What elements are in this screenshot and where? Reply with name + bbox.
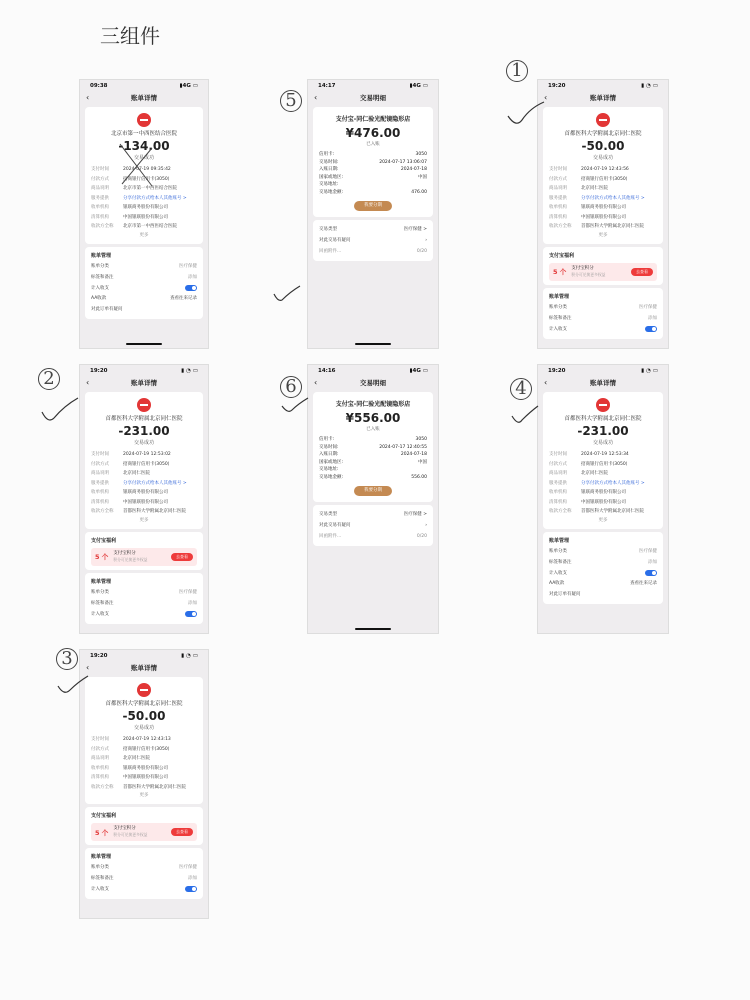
nav-bar xyxy=(308,377,438,389)
value: 中国银联股份有限公司 xyxy=(123,775,168,780)
value: 医疗保健 xyxy=(179,865,197,870)
label: 服务提供 xyxy=(91,195,109,201)
clock: 19:20 xyxy=(90,653,108,659)
signal-icon: ▮4G ▭ xyxy=(409,368,428,374)
amount: ¥476.00 xyxy=(345,126,401,140)
clock: 14:16 xyxy=(318,368,336,374)
value: 首都医科大学附属北京同仁医院 xyxy=(581,224,644,229)
label: 商品说明 xyxy=(91,471,109,476)
aa-link[interactable]: AA收款 xyxy=(91,295,107,301)
points-promo xyxy=(91,823,197,841)
label: 国家或地区: xyxy=(319,459,344,465)
label: 收单机构 xyxy=(549,490,567,495)
status: 交易成功 xyxy=(592,440,613,446)
share-link[interactable]: 分享付款方式给本人其他账号 > xyxy=(123,195,187,201)
promo-text: 支付宝积分 xyxy=(571,265,594,271)
promo-card xyxy=(85,807,203,845)
label: 计入收支 xyxy=(91,611,109,617)
label: 标签和备注 xyxy=(91,600,114,606)
status-bar xyxy=(80,365,208,377)
section-title: 支付宝福利 xyxy=(91,813,117,819)
check-mark xyxy=(56,674,90,698)
label: 收款方全称 xyxy=(91,224,114,229)
check-mark xyxy=(510,404,540,428)
label: 清算机构 xyxy=(91,214,109,220)
bill-screenshot-4 xyxy=(538,365,668,633)
value: 医疗保健 xyxy=(179,263,197,269)
nav-bar xyxy=(80,662,208,674)
tag-row[interactable] xyxy=(91,272,197,283)
label: 服务提供 xyxy=(549,195,567,201)
points-promo xyxy=(91,548,197,566)
value: 2024-07-19 12:43:13 xyxy=(123,737,171,742)
more-link[interactable]: 更多 xyxy=(139,517,149,523)
value: 中国 xyxy=(418,459,427,465)
tx-screenshot-2 xyxy=(308,365,438,633)
label: 标签和备注 xyxy=(549,315,572,321)
history-link[interactable]: 查看往来记录 xyxy=(170,295,197,301)
value: 首都医科大学附属北京同仁医院 xyxy=(581,509,644,514)
label: 交易类型 xyxy=(319,512,337,517)
signal-icon: ▮ ◔ ▭ xyxy=(181,368,198,374)
budget-toggle[interactable] xyxy=(645,570,657,576)
value: 北京同仁医院 xyxy=(123,471,150,476)
value: 北京同仁医院 xyxy=(123,756,150,761)
label: 付款方式 xyxy=(549,461,567,467)
clock: 19:20 xyxy=(548,368,566,374)
label: 交易地金额: xyxy=(319,189,344,195)
budget-row xyxy=(91,609,197,620)
label: 交易地址: xyxy=(319,467,339,472)
bill-screenshot-2 xyxy=(538,80,668,348)
question-row[interactable] xyxy=(91,304,197,315)
home-indicator xyxy=(355,628,391,630)
amount: -231.00 xyxy=(118,424,170,438)
value: 添加 xyxy=(188,876,197,881)
value: 招商银行信用卡(3050) xyxy=(581,176,628,182)
nav-bar xyxy=(538,92,668,104)
label: 入账日期: xyxy=(319,167,339,172)
promo-button[interactable]: 去查看 xyxy=(631,268,653,276)
bill-card xyxy=(85,392,203,529)
label: 交易类型 xyxy=(319,227,337,232)
value: 北京市第一中西医结合医院 xyxy=(123,186,177,191)
budget-toggle[interactable] xyxy=(185,886,197,892)
section-title: 账单管理 xyxy=(549,293,570,300)
type-row[interactable] xyxy=(319,224,427,235)
budget-row xyxy=(91,283,197,294)
label: 交易时间: xyxy=(319,159,339,165)
status: 交易成功 xyxy=(133,155,154,161)
value: 2024-07-19 09:35:42 xyxy=(123,167,171,172)
merchant-logo-icon xyxy=(596,398,610,412)
nav-bar xyxy=(538,377,668,389)
promo-text: 支付宝积分 xyxy=(113,550,136,556)
installment-button[interactable]: 我要分期 xyxy=(354,201,392,211)
value: 2024-07-19 12:43:56 xyxy=(581,167,629,172)
note-input[interactable] xyxy=(319,531,427,542)
clock: 19:20 xyxy=(548,83,566,89)
value: 添加 xyxy=(188,600,197,606)
label: 支付时间 xyxy=(549,452,567,457)
label: 商品说明 xyxy=(549,471,567,476)
bill-management-card xyxy=(85,848,203,899)
status: 已入账 xyxy=(366,427,380,432)
promo-sub: 积分可兑换更多权益 xyxy=(571,271,606,277)
nav-bar xyxy=(308,92,438,104)
label: 收单机构 xyxy=(549,205,567,210)
merchant-name: 支付宝-同仁验光配镜隐形店 xyxy=(335,116,411,123)
handwritten-title: 三组件 xyxy=(100,24,160,48)
question-row[interactable] xyxy=(549,589,657,600)
label: 服务提供 xyxy=(549,480,567,486)
bill-screenshot-3 xyxy=(80,365,208,633)
home-indicator xyxy=(126,343,162,345)
clock: 09:38 xyxy=(90,83,108,89)
amount: -134.00 xyxy=(118,139,170,153)
label: 支付时间 xyxy=(91,452,109,457)
back-icon[interactable]: ‹ xyxy=(86,378,90,387)
share-link[interactable]: 分享付款方式给本人其他账号 > xyxy=(581,480,645,486)
label: 账单分类 xyxy=(91,589,109,595)
page-title: 账单详情 xyxy=(131,664,157,672)
category-row[interactable] xyxy=(549,302,657,313)
value: 医疗保健 > xyxy=(403,512,427,517)
amount: -50.00 xyxy=(122,709,166,723)
check-mark xyxy=(272,284,302,304)
label: 标签和备注 xyxy=(91,274,114,280)
points-count: 5 个 xyxy=(95,828,109,837)
clock: 14:17 xyxy=(318,83,336,89)
nav-bar xyxy=(80,377,208,389)
tx-options-card xyxy=(313,220,433,261)
section-title: 支付宝福利 xyxy=(91,537,117,544)
label: 收款方全称 xyxy=(91,509,114,514)
signal-icon: ▮ ◔ ▭ xyxy=(641,83,658,89)
counter: 0/20 xyxy=(416,249,427,254)
status-bar xyxy=(538,365,668,377)
annotation-4: 4 xyxy=(510,378,532,400)
promo-text: 支付宝积分 xyxy=(113,826,136,831)
value: 医疗保健 xyxy=(639,548,657,554)
tag-row[interactable] xyxy=(91,873,197,884)
label: 商品说明 xyxy=(549,186,567,191)
status-bar xyxy=(308,365,438,377)
more-link[interactable]: 更多 xyxy=(139,793,149,798)
label: 清算机构 xyxy=(91,499,109,505)
value: 医疗保健 > xyxy=(403,227,427,232)
signal-icon: ▮ ◔ ▭ xyxy=(641,368,658,374)
label: 标签和备注 xyxy=(549,559,572,565)
page-title: 账单详情 xyxy=(590,379,616,387)
label: 计入收支 xyxy=(549,570,567,576)
type-row[interactable] xyxy=(319,509,427,520)
section-title: 账单管理 xyxy=(91,854,112,860)
bill-card xyxy=(543,107,663,244)
page-title: 交易明细 xyxy=(360,379,386,387)
back-icon[interactable]: ‹ xyxy=(86,93,90,102)
status: 交易成功 xyxy=(133,440,154,446)
value: 银联商务股份有限公司 xyxy=(123,490,168,495)
tx-card xyxy=(313,107,433,217)
budget-toggle[interactable] xyxy=(645,326,657,332)
label: 支付时间 xyxy=(91,167,109,172)
back-icon[interactable]: ‹ xyxy=(544,93,548,102)
signal-icon: ▮4G ▭ xyxy=(179,83,198,89)
merchant-logo-icon xyxy=(596,113,610,127)
bill-management-card xyxy=(85,247,203,319)
page-title: 账单详情 xyxy=(590,94,616,102)
label: 清算机构 xyxy=(549,499,567,505)
tx-card xyxy=(313,392,433,502)
label: 付款方式 xyxy=(91,461,109,467)
placeholder: 回函附件... xyxy=(319,534,342,539)
value: 北京市第一中西医结合医院 xyxy=(123,224,177,229)
budget-row xyxy=(91,884,197,895)
merchant-logo-icon xyxy=(137,398,151,412)
label: 对此交易有疑问 xyxy=(319,523,351,528)
label: 收款方全称 xyxy=(549,509,572,514)
merchant-name: 首都医科大学附属北京同仁医院 xyxy=(105,416,183,422)
installment-button[interactable]: 我要分期 xyxy=(354,486,392,496)
counter: 0/20 xyxy=(416,534,427,539)
label: 对此交易有疑问 xyxy=(319,238,351,243)
label: 商品说明 xyxy=(91,756,109,761)
value: 2024-07-19 12:53:02 xyxy=(123,452,171,457)
clock: 19:20 xyxy=(90,368,108,374)
merchant-logo-icon xyxy=(137,113,151,127)
question-row[interactable]: 对此交易有疑问 › xyxy=(319,520,427,531)
bill-screenshot-1 xyxy=(80,80,208,348)
label: 对此订单有疑问 xyxy=(549,591,581,597)
back-icon[interactable]: ‹ xyxy=(86,663,90,672)
value: 2024-07-18 xyxy=(400,452,427,457)
action-links xyxy=(91,294,197,304)
status-bar xyxy=(80,80,208,92)
value: 中国 xyxy=(418,174,427,180)
category-row[interactable] xyxy=(91,587,197,598)
check-mark xyxy=(506,100,546,130)
budget-toggle[interactable] xyxy=(185,285,197,291)
section-title: 账单管理 xyxy=(91,578,112,585)
promo-button[interactable]: 去查看 xyxy=(171,828,193,836)
label: 账单分类 xyxy=(91,263,109,269)
category-row[interactable] xyxy=(549,546,657,557)
value: 招商银行信用卡(3050) xyxy=(123,461,170,467)
placeholder: 回函附件... xyxy=(319,249,342,254)
label: 付款方式 xyxy=(549,176,567,182)
value: 首都医科大学附属北京同仁医院 xyxy=(123,509,186,514)
status-bar xyxy=(538,80,668,92)
section-title: 账单管理 xyxy=(91,252,112,259)
value: 银联商务股份有限公司 xyxy=(123,765,168,771)
value: 招商银行信用卡(3050) xyxy=(123,746,170,752)
bill-screenshot-5 xyxy=(80,650,208,918)
value: 476.00 xyxy=(411,189,427,195)
status-bar xyxy=(308,80,438,92)
status-bar xyxy=(80,650,208,662)
label: 支付时间 xyxy=(549,167,567,172)
label: 对此订单有疑问 xyxy=(91,306,123,312)
signal-icon: ▮ ◔ ▭ xyxy=(181,653,198,659)
promo-sub: 积分可兑换更多权益 xyxy=(113,556,148,562)
value: 3050 xyxy=(415,437,427,442)
points-count: 5 个 xyxy=(95,553,109,561)
nav-bar xyxy=(80,92,208,104)
label: 支付时间 xyxy=(91,737,109,742)
bill-card xyxy=(85,677,203,804)
question-row[interactable]: 对此交易有疑问 › xyxy=(319,235,427,246)
label: 收单机构 xyxy=(91,490,109,495)
label: 信用卡: xyxy=(319,152,335,157)
value: 招商银行信用卡(3050) xyxy=(581,461,628,467)
signal-icon: ▮4G ▭ xyxy=(409,83,428,89)
check-mark xyxy=(40,396,80,426)
value: 2024-07-17 13:06:07 xyxy=(379,159,427,165)
back-icon[interactable]: ‹ xyxy=(544,378,548,387)
annotation-6: 6 xyxy=(280,376,302,398)
label: 收款方全称 xyxy=(549,224,572,229)
amount: -231.00 xyxy=(577,424,629,438)
merchant-name: 首都医科大学附属北京同仁医院 xyxy=(105,701,183,707)
value: 银联商务股份有限公司 xyxy=(581,205,626,210)
budget-toggle[interactable] xyxy=(185,611,197,617)
back-icon[interactable]: ‹ xyxy=(314,378,318,387)
label: 清算机构 xyxy=(91,775,109,780)
label: 信用卡: xyxy=(319,437,335,442)
value: 北京同仁医院 xyxy=(581,471,608,476)
points-promo xyxy=(549,263,657,281)
tag-row[interactable] xyxy=(91,598,197,609)
value: 银联商务股份有限公司 xyxy=(123,205,168,210)
category-row[interactable] xyxy=(91,261,197,272)
label: 付款方式 xyxy=(91,746,109,752)
merchant-name: 首都医科大学附属北京同仁医院 xyxy=(564,416,642,422)
annotation-3: 3 xyxy=(56,648,78,670)
label: 入账日期: xyxy=(319,452,339,457)
budget-row xyxy=(549,324,657,335)
label: 付款方式 xyxy=(91,176,109,182)
note-input[interactable] xyxy=(319,246,427,257)
value: 银联商务股份有限公司 xyxy=(581,490,626,495)
value: 3050 xyxy=(415,152,427,157)
value: 首都医科大学附属北京同仁医院 xyxy=(123,784,186,790)
label: 账单分类 xyxy=(91,865,109,870)
value: 中国银联股份有限公司 xyxy=(581,499,626,505)
share-link[interactable]: 分享付款方式给本人其他账号 > xyxy=(581,195,645,201)
action-links xyxy=(549,579,657,589)
amount: ¥556.00 xyxy=(345,411,401,425)
budget-row xyxy=(549,568,657,579)
label: 服务提供 xyxy=(91,480,109,486)
value: 2024-07-17 12:40:55 xyxy=(379,444,427,450)
check-mark xyxy=(280,396,310,416)
label: 收单机构 xyxy=(91,205,109,210)
merchant-name: 北京市第一中西医结合医院 xyxy=(110,131,177,137)
label: 计入收支 xyxy=(91,285,109,291)
bill-management-card xyxy=(543,532,663,604)
tx-screenshot-1 xyxy=(308,80,438,348)
page-title: 交易明细 xyxy=(360,94,386,102)
amount: -50.00 xyxy=(581,139,625,153)
more-link[interactable]: 更多 xyxy=(598,232,608,238)
label: 国家或地区: xyxy=(319,174,344,180)
tag-row[interactable] xyxy=(549,557,657,568)
value: 中国银联股份有限公司 xyxy=(123,499,168,505)
bill-management-card xyxy=(85,573,203,624)
label: 账单分类 xyxy=(549,304,567,310)
promo-button[interactable]: 去查看 xyxy=(171,553,193,561)
aa-link[interactable]: AA收款 xyxy=(549,580,565,586)
annotation-1: 1 xyxy=(506,60,528,82)
label: 清算机构 xyxy=(549,214,567,220)
status: 交易成功 xyxy=(133,725,154,731)
label: 交易时间: xyxy=(319,444,339,450)
label: 交易地址: xyxy=(319,182,339,187)
value: 招商银行信用卡(3050) xyxy=(123,176,170,182)
value: 添加 xyxy=(648,315,657,321)
back-icon[interactable]: ‹ xyxy=(314,93,318,102)
share-link[interactable]: 分享付款方式给本人其他账号 > xyxy=(123,480,187,486)
merchant-name: 支付宝-同仁验光配镜隐形店 xyxy=(335,401,411,408)
label: 标签和备注 xyxy=(91,876,114,881)
label: 交易地金额: xyxy=(319,474,344,480)
label: 账单分类 xyxy=(549,548,567,554)
tx-options-card xyxy=(313,505,433,546)
value: 中国银联股份有限公司 xyxy=(123,214,168,220)
promo-card xyxy=(543,247,663,285)
value: 556.00 xyxy=(411,474,427,480)
value: 北京同仁医院 xyxy=(581,186,608,191)
more-link[interactable]: 更多 xyxy=(598,517,608,523)
status: 已入账 xyxy=(366,142,380,147)
category-row[interactable] xyxy=(91,862,197,873)
value: 添加 xyxy=(648,559,657,565)
page-title: 账单详情 xyxy=(131,94,157,102)
status: 交易成功 xyxy=(592,155,613,161)
value: 添加 xyxy=(188,274,197,280)
label: 收款方全称 xyxy=(91,784,114,790)
bill-management-card xyxy=(543,288,663,339)
value: 2024-07-18 xyxy=(400,167,427,172)
history-link[interactable]: 查看往来记录 xyxy=(630,580,657,586)
home-indicator xyxy=(355,343,391,345)
label: 计入收支 xyxy=(91,887,109,892)
annotation-2: 2 xyxy=(38,368,60,390)
promo-card xyxy=(85,532,203,570)
label: 收单机构 xyxy=(91,765,109,771)
label: 商品说明 xyxy=(91,186,109,191)
tag-row[interactable] xyxy=(549,313,657,324)
merchant-name: 首都医科大学附属北京同仁医院 xyxy=(564,131,642,137)
bill-card xyxy=(543,392,663,529)
annotation-5: 5 xyxy=(280,90,302,112)
cross-mark xyxy=(116,140,156,190)
label: 计入收支 xyxy=(549,326,567,332)
value: 中国银联股份有限公司 xyxy=(581,214,626,220)
page-title: 账单详情 xyxy=(131,379,157,387)
points-count: 5 个 xyxy=(553,268,567,276)
more-link[interactable]: 更多 xyxy=(139,232,149,238)
value: 2024-07-19 12:53:34 xyxy=(581,452,629,457)
value: 医疗保健 xyxy=(179,589,197,595)
section-title: 支付宝福利 xyxy=(549,252,575,259)
value: 医疗保健 xyxy=(639,304,657,310)
promo-sub: 积分可兑换更多权益 xyxy=(113,832,148,837)
merchant-logo-icon xyxy=(137,683,151,697)
section-title: 账单管理 xyxy=(549,537,570,544)
